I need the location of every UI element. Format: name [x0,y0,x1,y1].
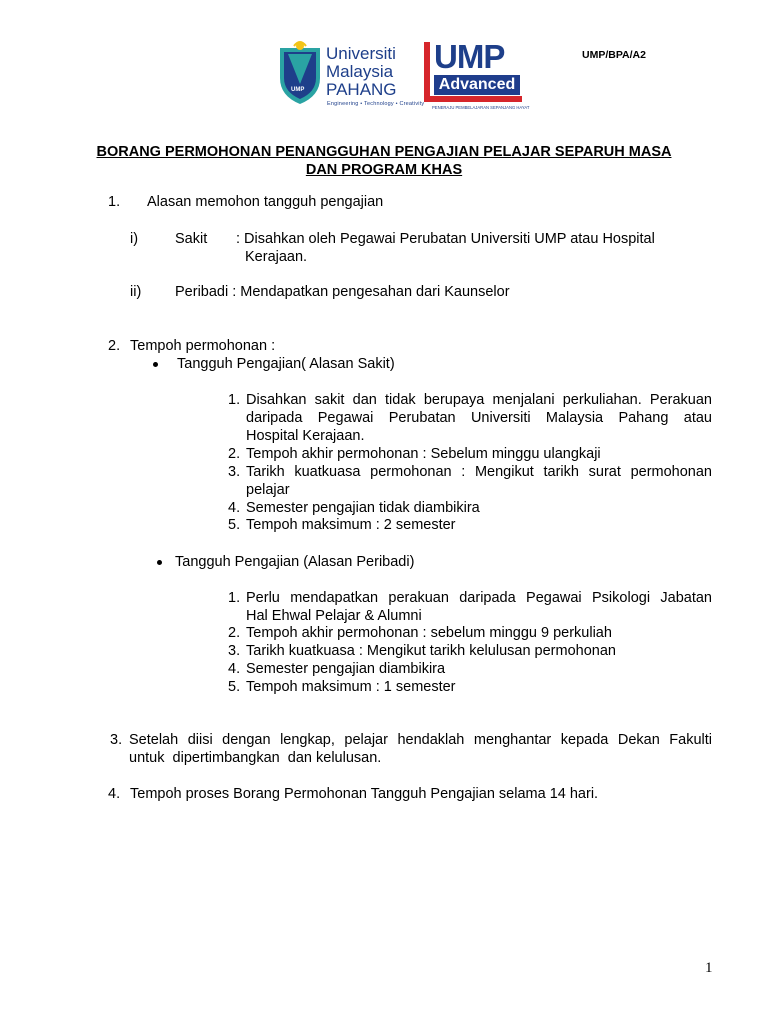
section3-line2: untuk dipertimbangkan dan kelulusan. [129,750,382,766]
section1-heading: Alasan memohon tangguh pengajian [147,194,384,210]
university-name-line2: Malaysia [326,62,394,81]
peribadi-item3-line1: Tarikh kuatkuasa : Mengikut tarikh kelulusan permohonan [246,643,616,659]
advanced-text: Advanced [434,75,520,95]
sakit-item2-number: 2. [228,446,241,462]
bullet-icon [157,560,162,565]
section4-text: Tempoh proses Borang Permohonan Tangguh Pengajian selama 14 hari. [130,786,599,802]
peribadi-item2-number: 2. [228,625,241,641]
section3-number: 3. [110,732,123,748]
university-name-line3: PAHANG [326,80,397,99]
ump-text: UMP [434,38,505,75]
ump-logo [278,38,530,116]
section1-item2-marker: ii) [130,284,142,300]
peribadi-item4-line1: Semester pengajian diambikira [246,661,446,677]
bullet-icon [153,362,158,367]
sakit-item5-line1: Tempoh maksimum : 2 semester [246,517,456,533]
section4-number: 4. [108,786,121,802]
peribadi-item1-line1: Perlu mendapatkan perakuan daripada Pegawai Psikologi Jabatan [246,590,712,606]
sakit-item5-number: 5. [228,517,241,533]
section1-item1-marker: i) [130,231,139,247]
sakit-item2-line1: Tempoh akhir permohonan : Sebelum minggu ulangkaji [246,446,601,462]
university-name-line1: Universiti [326,44,396,63]
section1-number: 1. [108,194,121,210]
reference-code: UMP/BPA/A2 [582,49,646,61]
ump-advanced-mark [424,38,530,114]
section1-item1-text-cont: Kerajaan. [245,249,308,265]
sakit-item4-line1: Semester pengajian tidak diambikira [246,500,480,516]
sakit-item3-line1: Tarikh kuatkuasa permohonan : Mengikut tarikh surat permohonan [246,464,712,480]
university-tagline: Engineering • Technology • Creativity [327,101,425,107]
peribadi-item5-line1: Tempoh maksimum : 1 semester [246,679,456,695]
peribadi-item2-line1: Tempoh akhir permohonan : sebelum minggu 9 perkuliah [246,625,612,641]
peribadi-item3-number: 3. [228,643,241,659]
form-title-line1: BORANG PERMOHONAN PENANGGUHAN PENGAJIAN PELAJAR SEPARUH MASA [96,144,672,160]
sakit-item3-line2: pelajar [246,482,290,498]
sakit-item1-line1: Disahkan sakit dan tidak berupaya menjalani perkuliahan. Perakuan [246,392,712,408]
form-title-line2: DAN PROGRAM KHAS [305,162,463,178]
peribadi-item1-number: 1. [228,590,241,606]
peribadi-item1-line2: Hal Ehwal Pelajar & Alumni [246,608,422,624]
page-number: 1 [705,960,713,976]
shield-label: UMP [291,87,305,93]
advanced-tagline: PENERAJU PEMBELAJARAN SEPANJANG HAYAT [432,105,530,110]
section1-item2-text: Peribadi : Mendapatkan pengesahan dari Kaunselor [175,284,510,300]
section2-number: 2. [108,338,121,354]
sakit-item4-number: 4. [228,500,241,516]
peribadi-item5-number: 5. [228,679,241,695]
group-peribadi-heading: Tangguh Pengajian (Alasan Peribadi) [175,554,415,570]
sakit-item1-number: 1. [228,392,241,408]
sakit-item1-line3: Hospital Kerajaan. [246,428,365,444]
section1-item1-label: Sakit [175,231,208,247]
peribadi-item4-number: 4. [228,661,241,677]
sakit-item3-number: 3. [228,464,241,480]
ump-shield-icon [278,40,322,106]
section3-line1: Setelah diisi dengan lengkap, pelajar hendaklah menghantar kepada Dekan Fakulti [129,732,712,748]
group-sakit-heading: Tangguh Pengajian( Alasan Sakit) [177,356,395,372]
section2-heading: Tempoh permohonan : [130,338,276,354]
sakit-item1-line2: daripada Pegawai Perubatan Universiti Malaysia Pahang atau [246,410,712,426]
section1-item1-text: : Disahkan oleh Pegawai Perubatan Universiti UMP atau Hospital [236,231,655,247]
